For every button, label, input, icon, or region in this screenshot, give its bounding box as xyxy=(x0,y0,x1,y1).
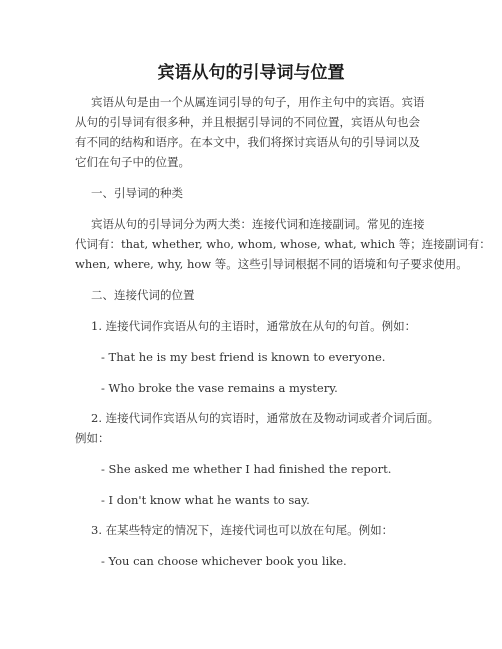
paragraph-line: 3. 在某些特定的情况下，连接代词也可以放在句尾。例如： xyxy=(91,523,394,537)
section-heading: 一、引导词的种类 xyxy=(91,186,183,200)
paragraph-line: when, where, why, how 等。这些引导词根据不同的语境和句子要求使用。 xyxy=(75,257,468,271)
section-heading: 二、连接代词的位置 xyxy=(91,288,195,302)
paragraph-line: 1. 连接代词作宾语从句的主语时，通常放在从句的句首。例如： xyxy=(91,319,417,333)
paragraph-line: 2. 连接代词作宾语从句的宾语时，通常放在及物动词或者介词后面。 xyxy=(91,411,440,425)
paragraph-line: 它们在句子中的位置。 xyxy=(75,155,190,169)
example-line: - Who broke the vase remains a mystery. xyxy=(101,381,338,395)
paragraph-line: 代词有：that, whether, who, whom, whose, what, which 等；连接副词有： xyxy=(75,237,491,251)
paragraph-line: 有不同的结构和语序。在本文中，我们将探讨宾语从句的引导词以及 xyxy=(75,135,420,149)
example-line: - That he is my best friend is known to everyone. xyxy=(101,350,386,364)
document-title: 宾语从句的引导词与位置 xyxy=(157,63,345,83)
paragraph-line: 宾语从句是由一个从属连词引导的句子，用作主句中的宾语。宾语 xyxy=(91,95,425,109)
example-line: - You can choose whichever book you like. xyxy=(101,554,347,568)
paragraph-line: 从句的引导词有很多种，并且根据引导词的不同位置，宾语从句也会 xyxy=(75,115,420,129)
example-line: - I don't know what he wants to say. xyxy=(101,493,310,507)
example-line: - She asked me whether I had finished the report. xyxy=(101,462,392,476)
paragraph-line: 宾语从句的引导词分为两大类：连接代词和连接副词。常见的连接 xyxy=(91,217,425,231)
paragraph-line: 例如： xyxy=(75,431,110,445)
